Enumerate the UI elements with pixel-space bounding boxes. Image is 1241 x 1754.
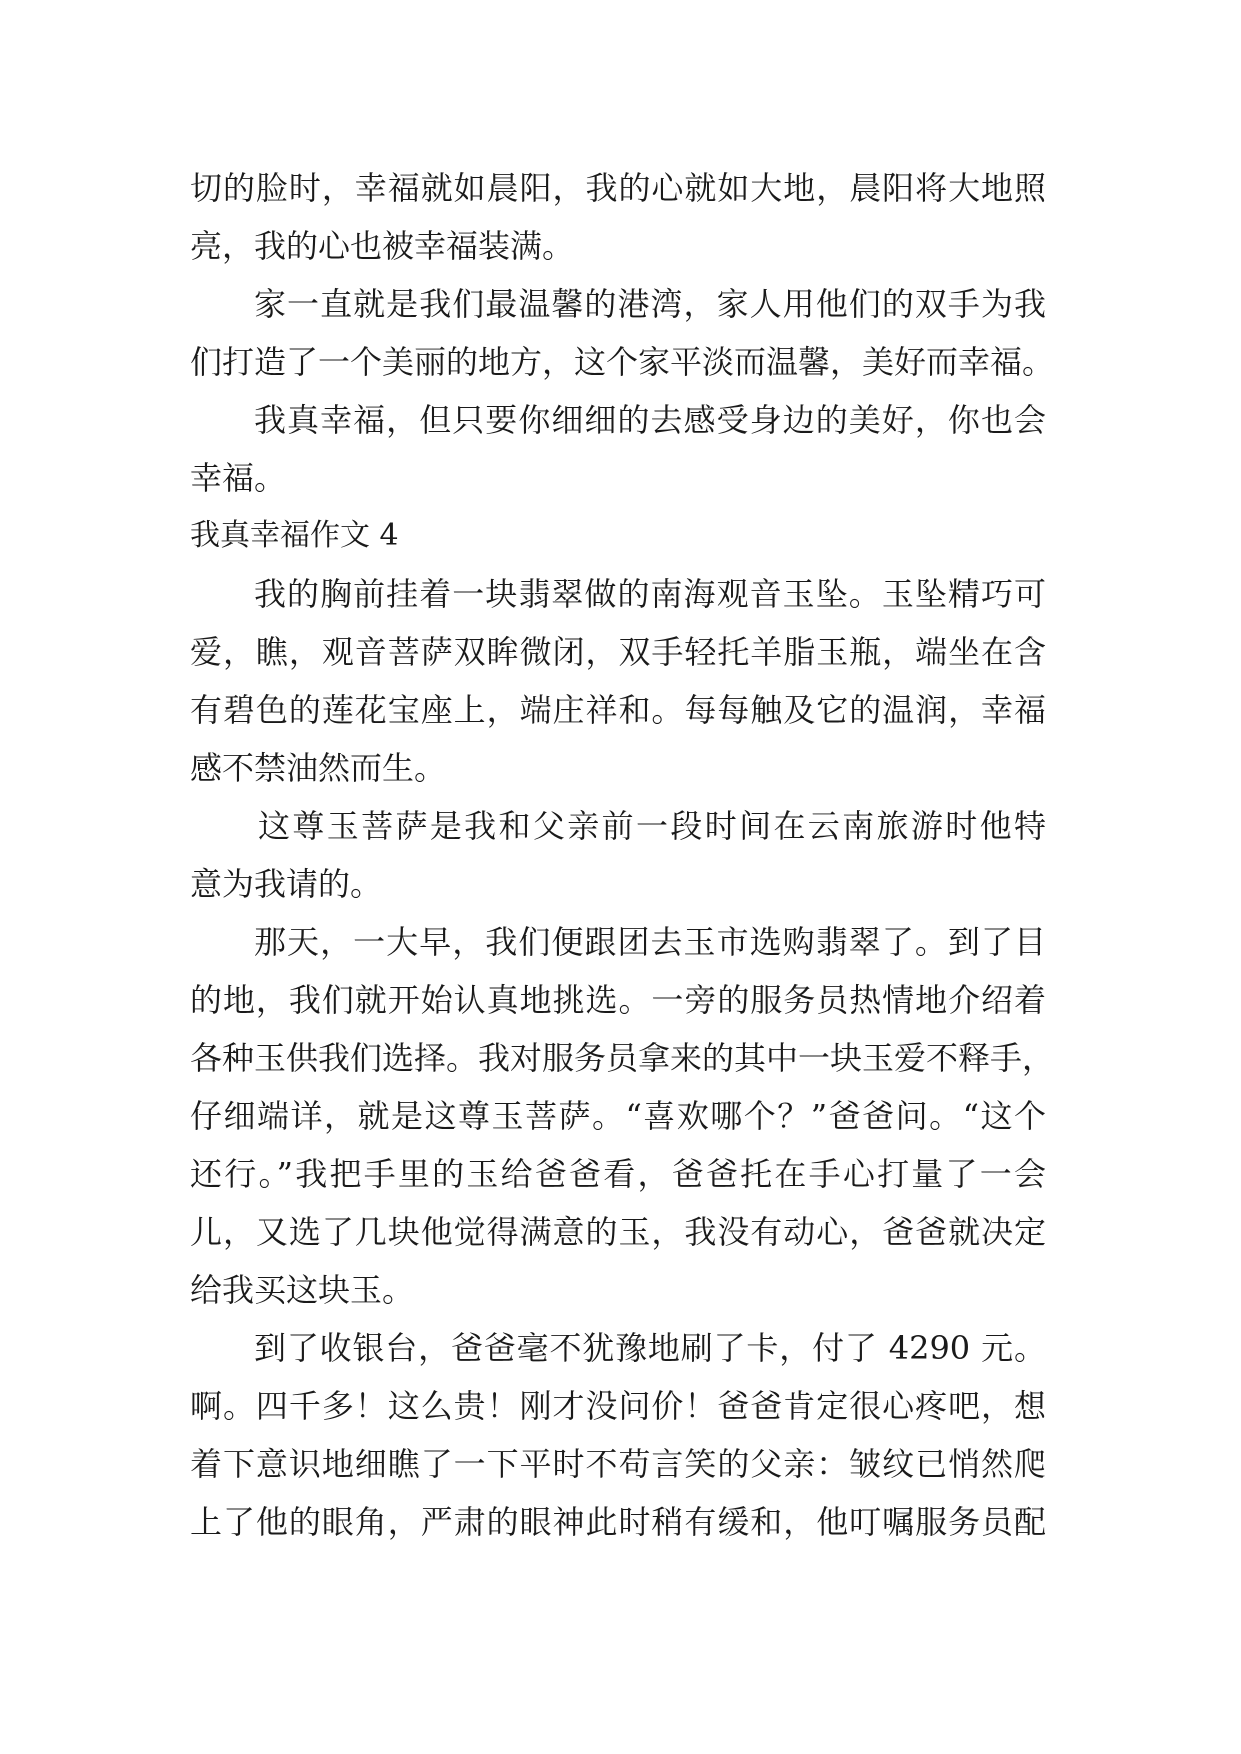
text-line: 们打造了一个美丽的地方，这个家平淡而温馨，美好而幸福。 <box>190 343 1055 381</box>
text-line: 意为我请的。 <box>190 865 383 903</box>
section-heading: 我真幸福作文 4 <box>190 518 399 553</box>
text-line: 给我买这块玉。 <box>190 1271 415 1309</box>
text-line: 切的脸时，幸福就如晨阳，我的心就如大地，晨阳将大地照 <box>190 169 1046 207</box>
paragraph-first-line: 我真幸福，但只要你细细的去感受身边的美好，你也会 <box>254 401 1046 439</box>
text-line: 儿，又选了几块他觉得满意的玉，我没有动心，爸爸就决定 <box>190 1213 1046 1251</box>
text-line: 幸福。 <box>190 459 287 497</box>
text-line: 着下意识地细瞧了一下平时不苟言笑的父亲：皱纹已悄然爬 <box>190 1445 1046 1483</box>
paragraph-first-line: 家一直就是我们最温馨的港湾，家人用他们的双手为我 <box>254 285 1046 323</box>
text-line: 亮，我的心也被幸福装满。 <box>190 227 575 265</box>
text-line: 还行。”我把手里的玉给爸爸看，爸爸托在手心打量了一会 <box>190 1155 1046 1193</box>
text-line: 爱，瞧，观音菩萨双眸微闭，双手轻托羊脂玉瓶，端坐在含 <box>190 633 1046 671</box>
text-line: 仔细端详，就是这尊玉菩萨。“喜欢哪个？”爸爸问。“这个 <box>190 1097 1046 1135</box>
text-line: 啊。四千多！这么贵！刚才没问价！爸爸肯定很心疼吧，想 <box>190 1387 1046 1425</box>
text-line: 的地，我们就开始认真地挑选。一旁的服务员热情地介绍着 <box>190 981 1046 1019</box>
text-line: 有碧色的莲花宝座上，端庄祥和。每每触及它的温润，幸福 <box>190 691 1046 729</box>
text-line: 感不禁油然而生。 <box>190 749 447 787</box>
text-line: 上了他的眼角，严肃的眼神此时稍有缓和，他叮嘱服务员配 <box>190 1503 1046 1541</box>
paragraph-first-line: 这尊玉菩萨是我和父亲前一段时间在云南旅游时他特 <box>258 807 1046 845</box>
paragraph-first-line: 那天，一大早，我们便跟团去玉市选购翡翠了。到了目 <box>254 923 1046 961</box>
paragraph-first-line: 到了收银台，爸爸毫不犹豫地刷了卡，付了 4290 元。 <box>254 1329 1046 1367</box>
paragraph-first-line: 我的胸前挂着一块翡翠做的南海观音玉坠。玉坠精巧可 <box>254 575 1046 613</box>
text-line: 各种玉供我们选择。我对服务员拿来的其中一块玉爱不释手， <box>190 1039 1055 1077</box>
